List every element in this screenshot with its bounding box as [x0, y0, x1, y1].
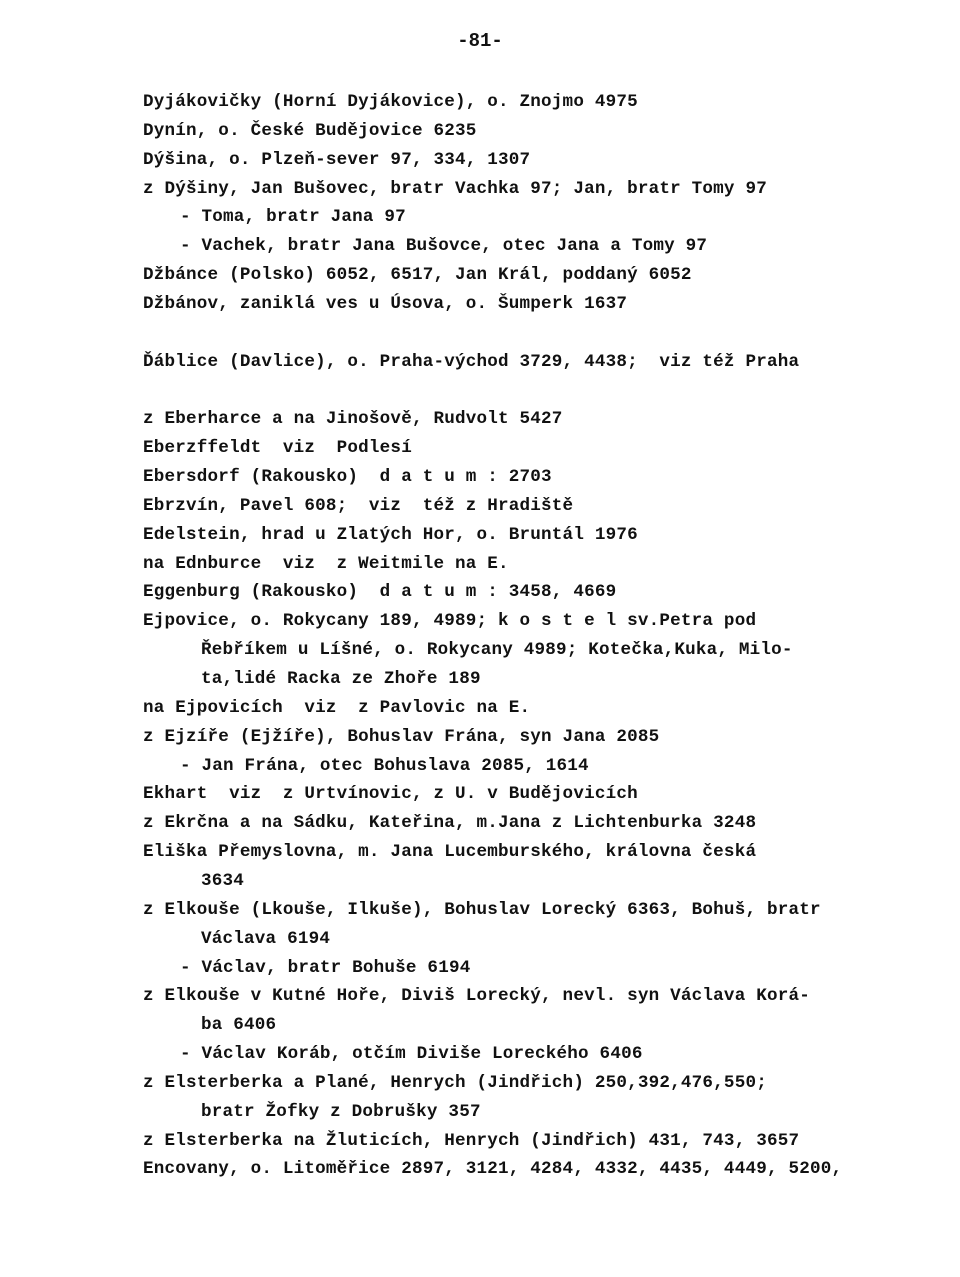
- index-line: z Elsterberka a Plané, Henrych (Jindřich) 250,392,476,550;: [143, 1072, 767, 1093]
- index-line: Dyjákovičky (Horní Dyjákovice), o. Znojmo 4975: [143, 92, 638, 112]
- index-line: Řebříkem u Líšné, o. Rokycany 4989; Kotečka,Kuka, Milo-: [201, 640, 793, 661]
- index-line: Václava 6194: [201, 928, 331, 949]
- index-line: na Ejpovicích viz z Pavlovic na E.: [143, 697, 531, 718]
- index-line: Džbánce (Polsko) 6052, 6517, Jan Král, poddaný 6052: [143, 265, 692, 286]
- index-line: - Jan Frána, otec Bohuslava 2085, 1614: [180, 755, 589, 776]
- index-line: Ebrzvín, Pavel 608; viz též z Hradiště: [143, 495, 574, 516]
- index-line: ba 6406: [201, 1015, 277, 1036]
- index-line: z Eberharce a na Jinošově, Rudvolt 5427: [143, 409, 563, 430]
- index-line: Eggenburg (Rakousko) d a t u m : 3458, 4669: [143, 582, 617, 603]
- index-line: z Ekrčna a na Sádku, Kateřina, m.Jana z Lichtenburka 3248: [143, 813, 757, 834]
- page-number: -81-: [457, 30, 503, 52]
- index-line: z Ejzíře (Ejžíře), Bohuslav Frána, syn Jana 2085: [143, 726, 660, 747]
- index-line: Džbánov, zaniklá ves u Úsova, o. Šumperk 1637: [143, 293, 628, 314]
- index-line: Eberzffeldt viz Podlesí: [143, 438, 412, 459]
- index-line: - Václav, bratr Bohuše 6194: [180, 957, 471, 978]
- index-line: Ejpovice, o. Rokycany 189, 4989; k o s t e l sv.Petra pod: [143, 611, 757, 632]
- index-line: Ďáblice (Davlice), o. Praha-východ 3729, 4438; viz též Praha: [143, 351, 800, 372]
- index-line: z Elkouše (Lkouše, Ilkuše), Bohuslav Lorecký 6363, Bohuš, bratr: [143, 899, 821, 920]
- index-line: Ekhart viz z Urtvínovic, z U. v Budějovicích: [143, 784, 638, 805]
- index-line: ta,lidé Racka ze Zhoře 189: [201, 669, 481, 689]
- index-line: Edelstein, hrad u Zlatých Hor, o. Bruntál 1976: [143, 524, 638, 545]
- index-line: bratr Žofky z Dobrušky 357: [201, 1101, 481, 1122]
- index-line: z Dýšiny, Jan Bušovec, bratr Vachka 97; Jan, bratr Tomy 97: [143, 178, 767, 199]
- index-line: - Vachek, bratr Jana Bušovce, otec Jana a Tomy 97: [180, 236, 708, 257]
- index-line: Dýšina, o. Plzeň-sever 97, 334, 1307: [143, 149, 531, 170]
- index-line: na Ednburce viz z Weitmile na E.: [143, 553, 509, 574]
- index-line: Ebersdorf (Rakousko) d a t u m : 2703: [143, 467, 552, 488]
- index-line: Eliška Přemyslovna, m. Jana Lucemburského, královna česká: [143, 842, 757, 863]
- index-line: 3634: [201, 870, 245, 891]
- index-line: - Václav Koráb, otčím Diviše Loreckého 6406: [180, 1044, 643, 1065]
- index-line: z Elsterberka na Žluticích, Henrych (Jindřich) 431, 743, 3657: [143, 1130, 800, 1151]
- index-line: Encovany, o. Litoměřice 2897, 3121, 4284, 4332, 4435, 4449, 5200,: [143, 1159, 843, 1180]
- index-line: z Elkouše v Kutné Hoře, Diviš Lorecký, nevl. syn Václava Korá-: [143, 986, 810, 1007]
- index-line: - Toma, bratr Jana 97: [180, 207, 406, 228]
- index-line: Dynín, o. České Budějovice 6235: [143, 120, 477, 141]
